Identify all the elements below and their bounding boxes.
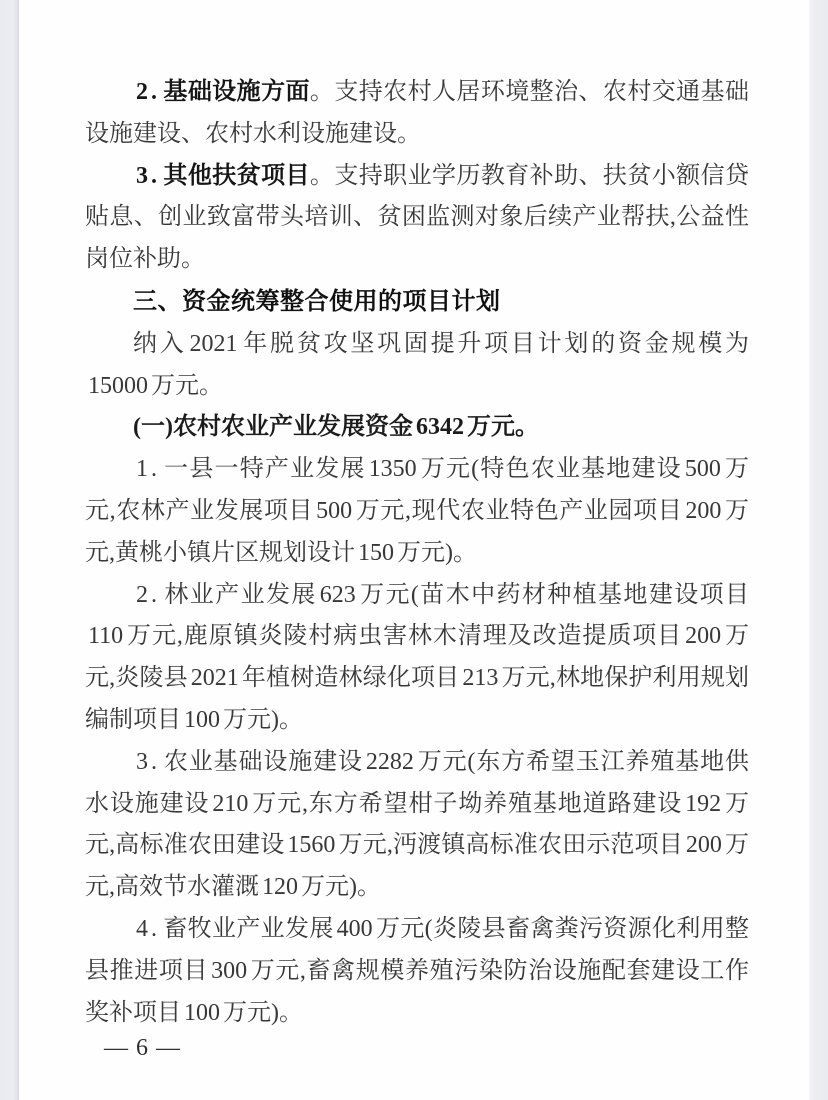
paragraph-text: 2 . 林业产业发展 623 万元(苗木中药材种植基地建设项目110 万元,鹿原镇炎陵村病虫害林木清理及改造提质项目 200 万元,炎陵县 2021 年植树造林绿化项目 213 万元,林地保护利用规划编制项目 100 万元)。 (85, 581, 750, 733)
paragraph-lead: 2 . 基础设施方面 (136, 79, 310, 105)
paragraph (85, 324, 749, 408)
paragraph (85, 909, 749, 1034)
paragraph-text: 3 . 农业基础设施建设 2282 万元(东方希望玉江养殖基地供水设施建设 210 万元,东方希望柑子坳养殖基地道路建设 192 万元,高标准农田建设 1560 万元,沔渡镇高标准农田示范项目 200 万元,高效节水灌溉 120 万元)。 (85, 748, 750, 901)
paragraph-text: 4 . 畜牧业产业发展 400 万元(炎陵县畜禽粪污资源化利用整县推进项目 300 万元,畜禽规模养殖污染防治设施配套建设工作奖补项目 100 万元)。 (85, 915, 749, 1026)
paragraph-text: 1 . 一县一特产业发展 1350 万元(特色农业基地建设 500 万元,农林产业发展项目 500 万元,现代农业特色产业园项目 200 万元,黄桃小镇片区规划设计 150 万元)。 (85, 456, 750, 566)
paragraph (85, 407, 749, 449)
paragraph-text: 。支持农村人居环境整治、农村交通基础设施建设、农村水利设施建设。 (85, 79, 750, 147)
paragraph (85, 281, 749, 324)
paragraph-text: 纳入 2021 年脱贫攻坚巩固提升项目计划的资金规模为15000 万元。 (88, 330, 750, 399)
paragraph-lead: 3 . 其他扶贫项目 (136, 162, 310, 189)
scan-edge-right (808, 0, 828, 1100)
paragraph-lead: 三、资金统筹整合使用的项目计划 (133, 286, 501, 315)
page-number: — 6 — (104, 1035, 181, 1061)
paragraph (85, 742, 749, 909)
document-body (85, 72, 749, 1034)
scan-edge-left (0, 0, 19, 1100)
paragraph (85, 156, 749, 281)
paragraph-text: 。支持职业学历教育补助、扶贫小额信贷贴息、创业致富带头培训、贫困监测对象后续产业帮扶,公益性岗位补助。 (85, 162, 750, 273)
paragraph-lead: (一)农村农业产业发展资金 6342 万元。 (133, 414, 539, 441)
paragraph (85, 449, 749, 574)
paragraph (85, 72, 749, 156)
paragraph (85, 575, 749, 742)
